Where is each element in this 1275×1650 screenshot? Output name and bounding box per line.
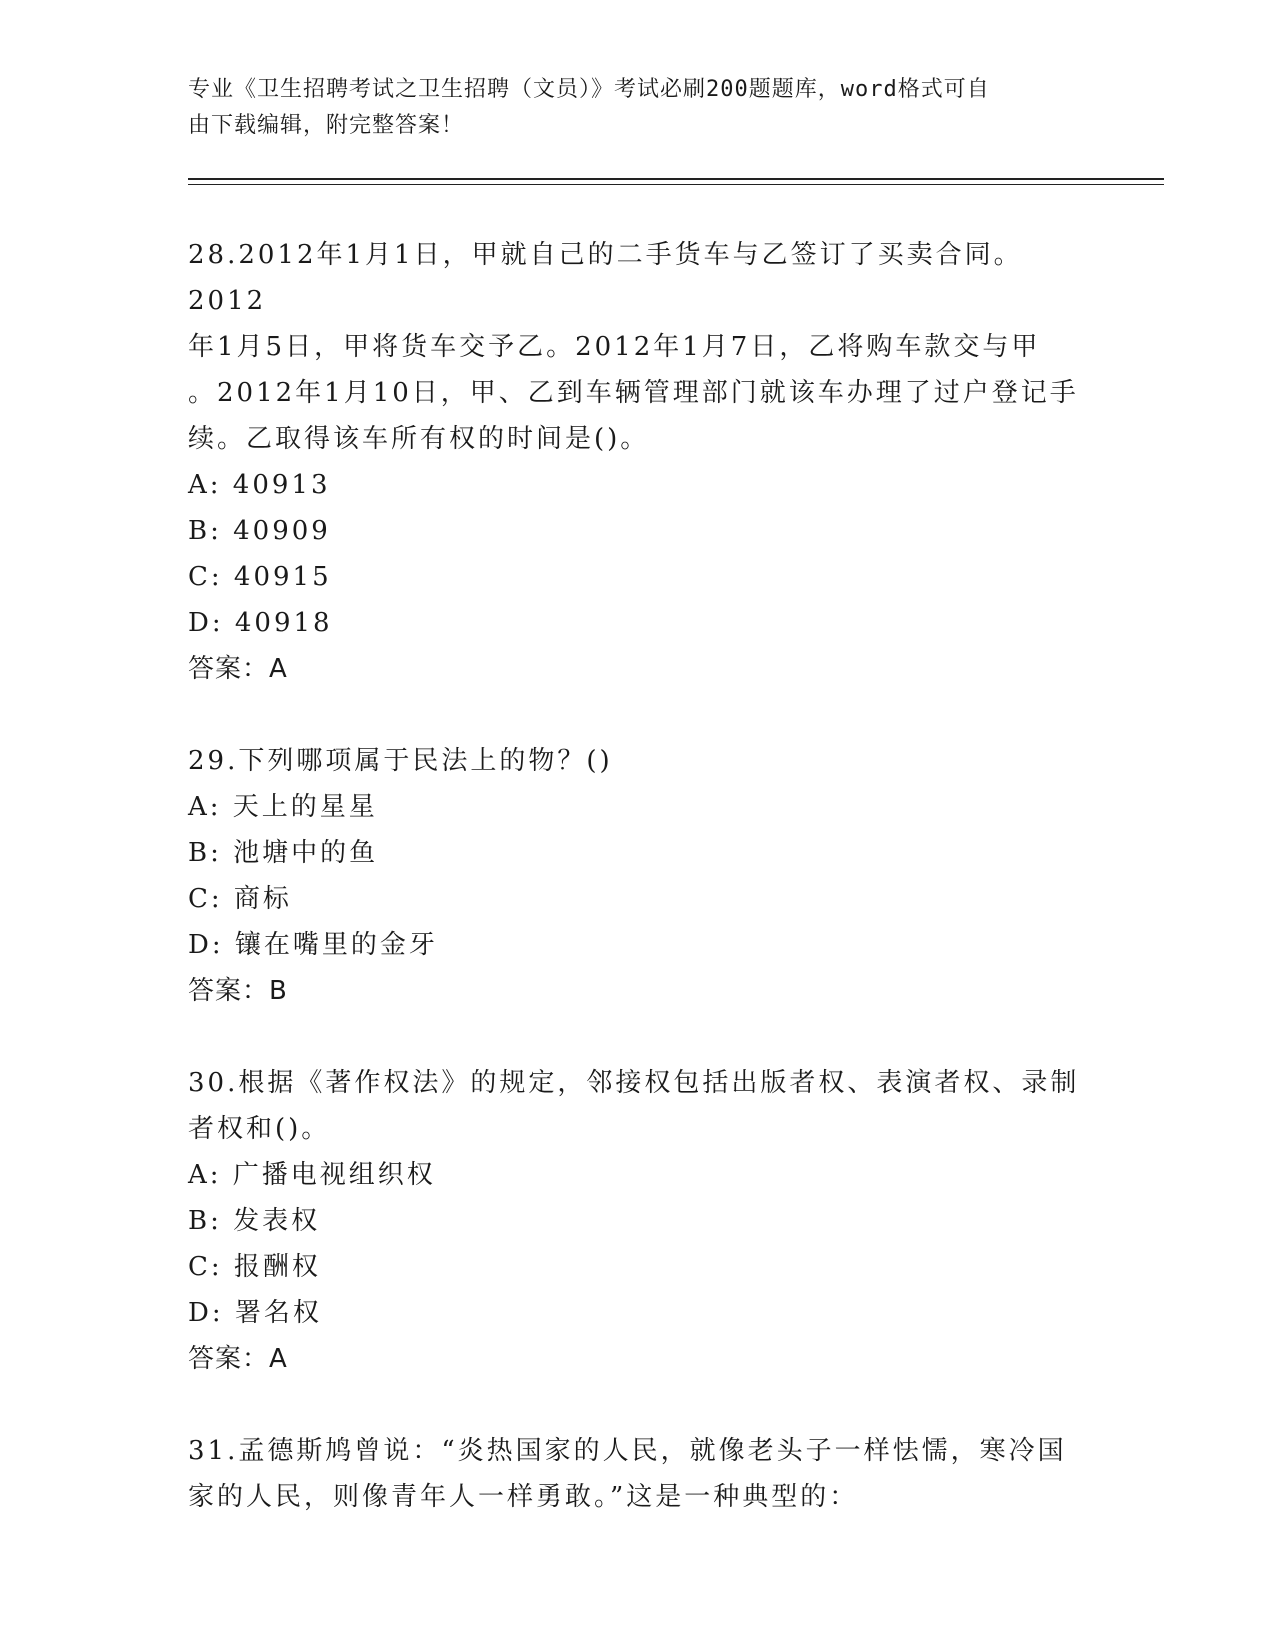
answer-line: 答案：A [188,1344,288,1374]
option-a: A: 天上的星星 [188,792,378,822]
stem-line: 者权和()。 [188,1114,331,1144]
question-stem [188,738,1088,784]
option-c: C: 40915 [188,562,332,592]
header-line-2: 由下载编辑，附完整答案！ [188,113,465,138]
stem-line: 家的人民，则像青年人一样勇敢。”这是一种典型的： [188,1482,859,1512]
stem-line: 29.下列哪项属于民法上的物？() [188,746,613,776]
document-header [188,72,1068,144]
option-c: C: 商标 [188,884,292,914]
option-c: C: 报酬权 [188,1252,321,1282]
option-b: B: 发表权 [188,1206,321,1236]
option-d: D: 40918 [188,608,333,638]
stem-line: 续。乙取得该车所有权的时间是()。 [188,424,650,454]
option-d: D: 镶在嘴里的金牙 [188,930,438,960]
header-line-1: 专业《卫生招聘考试之卫生招聘（文员）》考试必刷200题题库，word格式可自 [188,77,990,102]
answer-line: 答案：A [188,654,288,684]
question-31 [188,1428,1088,1520]
option-a: A: 40913 [188,470,331,500]
stem-line: 。2012年1月10日，甲、乙到车辆管理部门就该车办理了过户登记手 [188,378,1079,408]
question-stem [188,1428,1088,1520]
stem-line: 年1月5日，甲将货车交予乙。2012年1月7日，乙将购车款交与甲 [188,332,1041,362]
question-28 [188,232,1088,692]
question-stem [188,232,1088,462]
header-divider-thin [188,184,1164,185]
header-divider-thick [188,178,1164,180]
question-list [188,232,1088,1566]
option-d: D: 署名权 [188,1298,322,1328]
question-stem [188,1060,1088,1152]
stem-line: 31.孟德斯鸠曾说：“炎热国家的人民，就像老头子一样怯懦，寒冷国 [188,1436,1067,1466]
question-30 [188,1060,1088,1382]
question-29 [188,738,1088,1014]
option-b: B: 池塘中的鱼 [188,838,379,868]
option-a: A: 广播电视组织权 [188,1160,436,1190]
option-b: B: 40909 [188,516,331,546]
answer-line: 答案：B [188,976,288,1006]
stem-line: 30.根据《著作权法》的规定，邻接权包括出版者权、表演者权、录制 [188,1068,1080,1098]
stem-line: 28.2012年1月1日，甲就自己的二手货车与乙签订了买卖合同。2012 [188,240,1023,316]
